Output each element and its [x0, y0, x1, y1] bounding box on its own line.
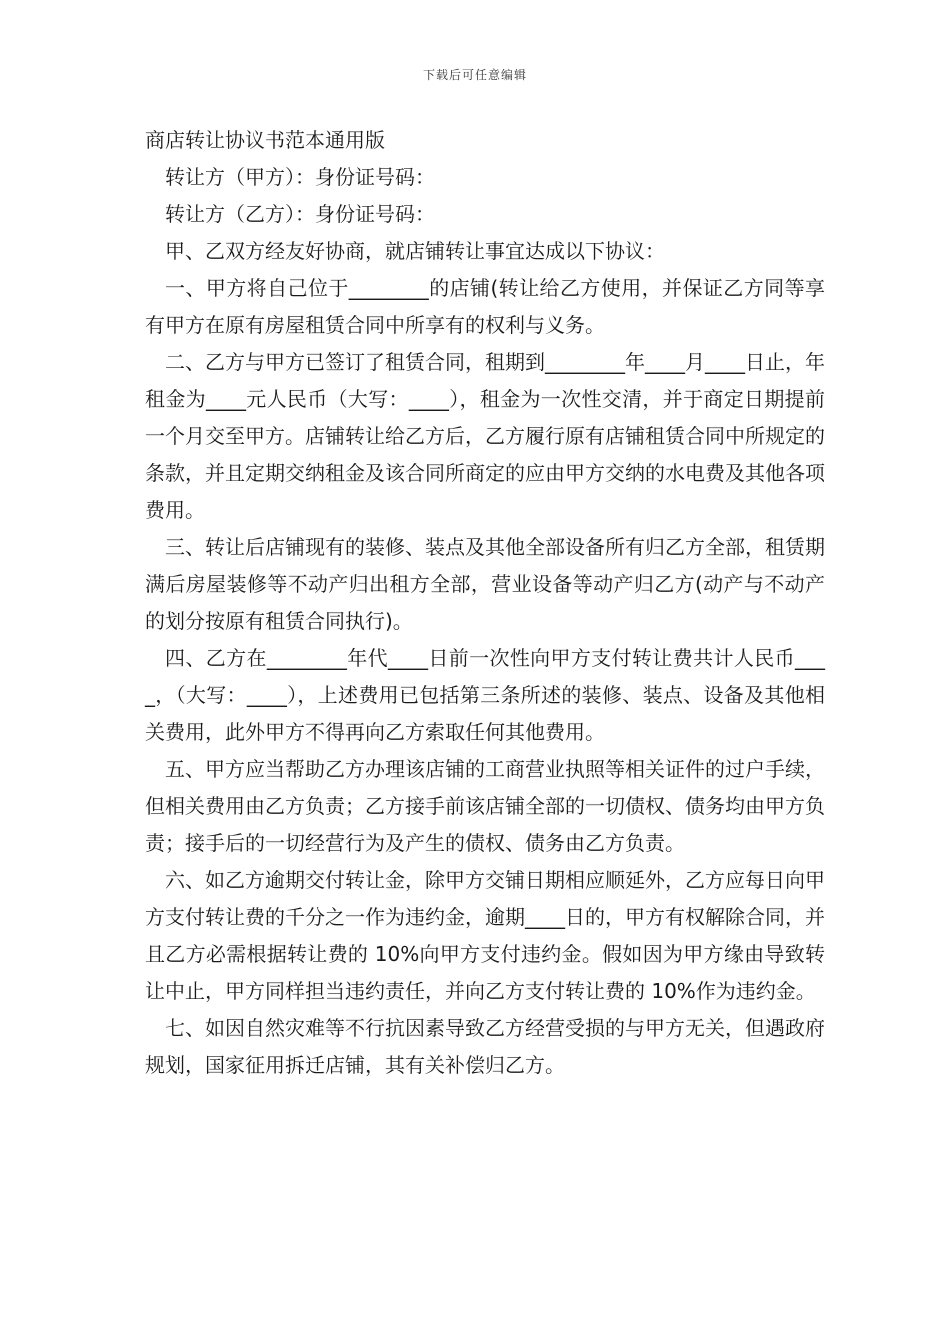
clause-5: 五、甲方应当帮助乙方办理该店铺的工商营业执照等相关证件的过户手续，但相关费用由乙方负责；乙方接手前该店铺全部的一切债权、债务均由甲方负责；接手后的一切经营行为及产生的债权、债务由乙方负责。 — [145, 757, 825, 855]
clause-1: 一、甲方将自己位于________的店铺(转让给乙方使用，并保证乙方同等享有甲方在原有房屋租赁合同中所享有的权利与义务。 — [145, 276, 825, 337]
page-header-note: 下载后可任意编辑 — [422, 68, 527, 82]
party-b-line: 转让方（乙方）：身份证号码： — [165, 202, 435, 226]
clause-2: 二、乙方与甲方已签订了租赁合同，租期到________年____月____日止，年租金为____元人民币（大写：____），租金为一次性交清，并于商定日期提前一个月交至甲方。店铺转让给乙方后，乙方履行原有店铺租赁合同中所规定的条款，并且定期交纳租金及该合同所商定的应由甲方交纳的水电费及其他各项费用。 — [145, 350, 825, 522]
party-a-line: 转让方（甲方）：身份证号码： — [165, 165, 435, 189]
intro-paragraph: 甲、乙双方经友好协商，就店铺转让事宜达成以下协议： — [165, 239, 665, 263]
clause-3: 三、转让后店铺现有的装修、装点及其他全部设备所有归乙方全部，租赁期满后房屋装修等不动产归出租方全部，营业设备等动产归乙方(动产与不动产的划分按原有租赁合同执行)。 — [145, 535, 825, 633]
clause-6: 六、如乙方逾期交付转让金，除甲方交铺日期相应顺延外，乙方应每日向甲方支付转让费的千分之一作为违约金，逾期____日的，甲方有权解除合同，并且乙方必需根据转让费的 10%向甲方支付违约金。假如因为甲方缘由导致转让中止，甲方同样担当违约责任，并向乙方支付转让费的 10%作为违约金。 — [145, 868, 825, 1003]
clause-7: 七、如因自然灾难等不行抗因素导致乙方经营受损的与甲方无关，但遇政府规划，国家征用拆迁店铺，其有关补偿归乙方。 — [145, 1016, 825, 1077]
document-body — [145, 122, 825, 1084]
document-title: 商店转让协议书范本通用版 — [145, 128, 385, 152]
clause-4: 四、乙方在________年代____日前一次性向甲方支付转让费共计人民币____，（大写：____），上述费用已包括第三条所述的装修、装点、设备及其他相关费用，此外甲方不得再向乙方索取任何其他费用。 — [145, 646, 825, 744]
